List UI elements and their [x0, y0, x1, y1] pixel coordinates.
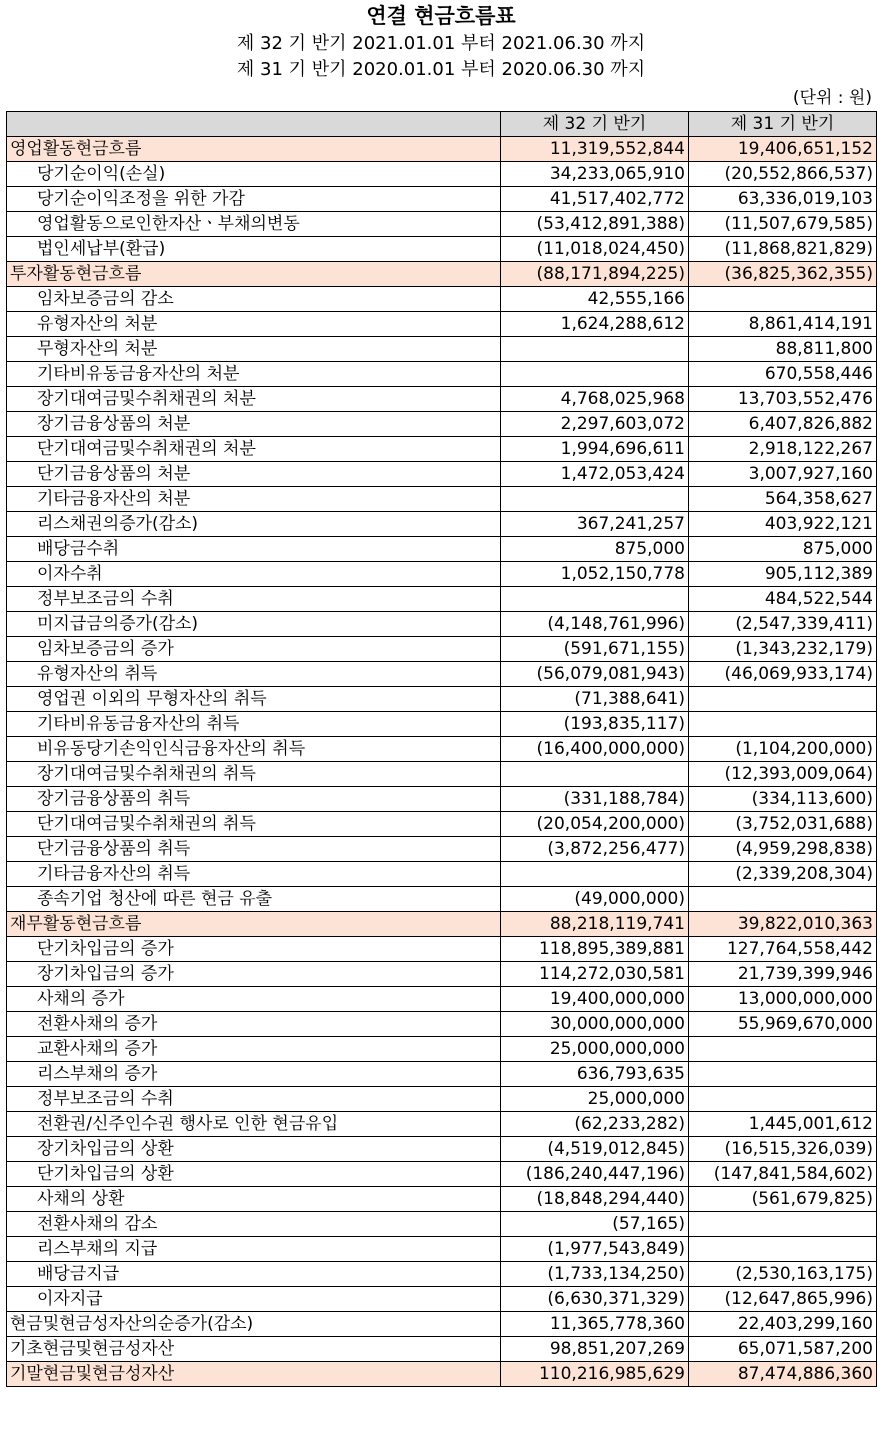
- current-period-value: (16,400,000,000): [501, 737, 689, 762]
- current-period-value: 4,768,025,968: [501, 387, 689, 412]
- row-label: 전환권/신주인수권 행사로 인한 현금유입: [7, 1112, 501, 1137]
- row-label: 장기차입금의 상환: [7, 1137, 501, 1162]
- current-period-value: (591,671,155): [501, 637, 689, 662]
- row-label: 장기대여금및수취채권의 처분: [7, 387, 501, 412]
- current-period-value: 636,793,635: [501, 1062, 689, 1087]
- table-row: [7, 562, 877, 587]
- unit-label: (단위 : 원): [792, 88, 872, 108]
- prior-period-value: [689, 887, 877, 912]
- current-period-value: (71,388,641): [501, 687, 689, 712]
- prior-period-value: 19,406,651,152: [689, 137, 877, 162]
- current-period-value: 875,000: [501, 537, 689, 562]
- table-row: [7, 162, 877, 187]
- table-row: [7, 1212, 877, 1237]
- row-label: 임차보증금의 감소: [7, 287, 501, 312]
- table-row: [7, 1262, 877, 1287]
- row-label: 리스부채의 증가: [7, 1062, 501, 1087]
- prior-period-value: (12,393,009,064): [689, 762, 877, 787]
- row-label: 단기금융상품의 처분: [7, 462, 501, 487]
- table-row: [7, 537, 877, 562]
- period-current: 제 32 기 반기 2021.01.01 부터 2021.06.30 까지: [236, 33, 646, 54]
- row-label: 재무활동현금흐름: [7, 912, 501, 937]
- row-label: 당기순이익(손실): [7, 162, 501, 187]
- table-row: [7, 287, 877, 312]
- table-row: [7, 1337, 877, 1362]
- prior-period-value: (20,552,866,537): [689, 162, 877, 187]
- table-row: [7, 612, 877, 637]
- current-period-value: (4,148,761,996): [501, 612, 689, 637]
- table-row: [7, 1012, 877, 1037]
- table-row: [7, 1087, 877, 1112]
- current-period-value: 30,000,000,000: [501, 1012, 689, 1037]
- row-label: 단기대여금및수취채권의 처분: [7, 437, 501, 462]
- current-period-value: 1,052,150,778: [501, 562, 689, 587]
- row-label: 단기대여금및수취채권의 취득: [7, 812, 501, 837]
- row-label: 유형자산의 처분: [7, 312, 501, 337]
- prior-period-value: [689, 1212, 877, 1237]
- table-row: [7, 1112, 877, 1137]
- row-label: 미지급금의증가(감소): [7, 612, 501, 637]
- table-row: [7, 837, 877, 862]
- current-period-value: 41,517,402,772: [501, 187, 689, 212]
- current-period-value: [501, 862, 689, 887]
- table-row: [7, 487, 877, 512]
- prior-period-value: (11,507,679,585): [689, 212, 877, 237]
- current-period-value: (49,000,000): [501, 887, 689, 912]
- row-label: 리스부채의 지급: [7, 1237, 501, 1262]
- current-period-value: 11,319,552,844: [501, 137, 689, 162]
- table-row: [7, 337, 877, 362]
- prior-period-value: [689, 712, 877, 737]
- row-label: 사채의 증가: [7, 987, 501, 1012]
- current-period-value: (6,630,371,329): [501, 1287, 689, 1312]
- prior-period-value: [689, 687, 877, 712]
- prior-period-value: 905,112,389: [689, 562, 877, 587]
- current-period-value: 118,895,389,881: [501, 937, 689, 962]
- current-period-value: (18,848,294,440): [501, 1187, 689, 1212]
- row-label: 기타비유동금융자산의 취득: [7, 712, 501, 737]
- row-label: 배당금지급: [7, 1262, 501, 1287]
- header-label-cell: [7, 112, 501, 137]
- row-label: 전환사채의 증가: [7, 1012, 501, 1037]
- table-row: [7, 262, 877, 287]
- row-label: 장기금융상품의 처분: [7, 412, 501, 437]
- current-period-value: 25,000,000,000: [501, 1037, 689, 1062]
- current-period-value: (57,165): [501, 1212, 689, 1237]
- prior-period-value: [689, 1062, 877, 1087]
- table-row: [7, 362, 877, 387]
- current-period-value: 367,241,257: [501, 512, 689, 537]
- row-label: 리스채권의증가(감소): [7, 512, 501, 537]
- prior-period-value: 21,739,399,946: [689, 962, 877, 987]
- table-row: [7, 1137, 877, 1162]
- row-label: 당기순이익조정을 위한 가감: [7, 187, 501, 212]
- table-row: [7, 1187, 877, 1212]
- current-period-value: (193,835,117): [501, 712, 689, 737]
- table-row: [7, 662, 877, 687]
- prior-period-value: (561,679,825): [689, 1187, 877, 1212]
- row-label: 임차보증금의 증가: [7, 637, 501, 662]
- prior-period-value: 484,522,544: [689, 587, 877, 612]
- row-label: 기초현금및현금성자산: [7, 1337, 501, 1362]
- prior-period-value: 1,445,001,612: [689, 1112, 877, 1137]
- row-label: 전환사채의 감소: [7, 1212, 501, 1237]
- table-row: [7, 212, 877, 237]
- table-row: [7, 512, 877, 537]
- table-row: [7, 587, 877, 612]
- table-row: [7, 1312, 877, 1337]
- table-row: [7, 1362, 877, 1387]
- row-label: 영업활동현금흐름: [7, 137, 501, 162]
- current-period-value: 1,624,288,612: [501, 312, 689, 337]
- prior-period-value: 6,407,826,882: [689, 412, 877, 437]
- prior-period-value: 8,861,414,191: [689, 312, 877, 337]
- prior-period-value: (147,841,584,602): [689, 1162, 877, 1187]
- row-label: 장기차입금의 증가: [7, 962, 501, 987]
- table-row: [7, 137, 877, 162]
- row-label: 종속기업 청산에 따른 현금 유출: [7, 887, 501, 912]
- prior-period-value: 670,558,446: [689, 362, 877, 387]
- prior-period-value: 55,969,670,000: [689, 1012, 877, 1037]
- table-row: [7, 1162, 877, 1187]
- prior-period-value: 2,918,122,267: [689, 437, 877, 462]
- table-row: [7, 762, 877, 787]
- prior-period-value: (4,959,298,838): [689, 837, 877, 862]
- prior-period-value: 88,811,800: [689, 337, 877, 362]
- row-label: 단기금융상품의 취득: [7, 837, 501, 862]
- table-row: [7, 462, 877, 487]
- row-label: 유형자산의 취득: [7, 662, 501, 687]
- current-period-value: (1,733,134,250): [501, 1262, 689, 1287]
- current-period-value: 1,994,696,611: [501, 437, 689, 462]
- row-label: 장기대여금및수취채권의 취득: [7, 762, 501, 787]
- prior-period-value: 87,474,886,360: [689, 1362, 877, 1387]
- prior-period-value: (3,752,031,688): [689, 812, 877, 837]
- current-period-value: [501, 487, 689, 512]
- current-period-value: (11,018,024,450): [501, 237, 689, 262]
- row-label: 영업활동으로인한자산ㆍ부채의변동: [7, 212, 501, 237]
- current-period-value: 110,216,985,629: [501, 1362, 689, 1387]
- row-label: 정부보조금의 수취: [7, 587, 501, 612]
- prior-period-value: 3,007,927,160: [689, 462, 877, 487]
- prior-period-value: [689, 287, 877, 312]
- table-row: [7, 387, 877, 412]
- table-row: [7, 712, 877, 737]
- prior-period-value: 403,922,121: [689, 512, 877, 537]
- row-label: 기타금융자산의 취득: [7, 862, 501, 887]
- prior-period-value: [689, 1087, 877, 1112]
- row-label: 이자지급: [7, 1287, 501, 1312]
- table-row: [7, 1237, 877, 1262]
- row-label: 장기금융상품의 취득: [7, 787, 501, 812]
- prior-period-value: (2,547,339,411): [689, 612, 877, 637]
- prior-period-value: (11,868,821,829): [689, 237, 877, 262]
- table-row: [7, 412, 877, 437]
- prior-period-value: (2,339,208,304): [689, 862, 877, 887]
- prior-period-value: (16,515,326,039): [689, 1137, 877, 1162]
- prior-period-value: (46,069,933,174): [689, 662, 877, 687]
- row-label: 비유동당기손익인식금융자산의 취득: [7, 737, 501, 762]
- table-row: [7, 637, 877, 662]
- table-row: [7, 1037, 877, 1062]
- prior-period-value: (12,647,865,996): [689, 1287, 877, 1312]
- row-label: 배당금수취: [7, 537, 501, 562]
- current-period-value: [501, 362, 689, 387]
- row-label: 현금및현금성자산의순증가(감소): [7, 1312, 501, 1337]
- table-row: [7, 737, 877, 762]
- prior-period-value: (334,113,600): [689, 787, 877, 812]
- table-row: [7, 862, 877, 887]
- header-prior-period: 제 31 기 반기: [689, 112, 877, 137]
- prior-period-value: (1,104,200,000): [689, 737, 877, 762]
- table-row: [7, 987, 877, 1012]
- table-row: [7, 1062, 877, 1087]
- prior-period-value: 13,000,000,000: [689, 987, 877, 1012]
- current-period-value: 88,218,119,741: [501, 912, 689, 937]
- row-label: 법인세납부(환급): [7, 237, 501, 262]
- header-row: [7, 112, 877, 137]
- table-row: [7, 912, 877, 937]
- current-period-value: 25,000,000: [501, 1087, 689, 1112]
- prior-period-value: 564,358,627: [689, 487, 877, 512]
- prior-period-value: 13,703,552,476: [689, 387, 877, 412]
- row-label: 정부보조금의 수취: [7, 1087, 501, 1112]
- current-period-value: (4,519,012,845): [501, 1137, 689, 1162]
- table-row: [7, 787, 877, 812]
- current-period-value: (56,079,081,943): [501, 662, 689, 687]
- prior-period-value: 63,336,019,103: [689, 187, 877, 212]
- current-period-value: (62,233,282): [501, 1112, 689, 1137]
- prior-period-value: 65,071,587,200: [689, 1337, 877, 1362]
- table-row: [7, 312, 877, 337]
- period-prior: 제 31 기 반기 2020.01.01 부터 2020.06.30 까지: [236, 59, 646, 80]
- current-period-value: (88,171,894,225): [501, 262, 689, 287]
- table-row: [7, 962, 877, 987]
- row-label: 기타금융자산의 처분: [7, 487, 501, 512]
- prior-period-value: 39,822,010,363: [689, 912, 877, 937]
- prior-period-value: (1,343,232,179): [689, 637, 877, 662]
- current-period-value: (1,977,543,849): [501, 1237, 689, 1262]
- current-period-value: (53,412,891,388): [501, 212, 689, 237]
- current-period-value: 98,851,207,269: [501, 1337, 689, 1362]
- current-period-value: (331,188,784): [501, 787, 689, 812]
- row-label: 영업권 이외의 무형자산의 취득: [7, 687, 501, 712]
- current-period-value: (186,240,447,196): [501, 1162, 689, 1187]
- row-label: 무형자산의 처분: [7, 337, 501, 362]
- row-label: 기말현금및현금성자산: [7, 1362, 501, 1387]
- current-period-value: 34,233,065,910: [501, 162, 689, 187]
- table-row: [7, 887, 877, 912]
- current-period-value: 1,472,053,424: [501, 462, 689, 487]
- current-period-value: [501, 587, 689, 612]
- row-label: 사채의 상환: [7, 1187, 501, 1212]
- prior-period-value: 875,000: [689, 537, 877, 562]
- row-label: 단기차입금의 증가: [7, 937, 501, 962]
- current-period-value: [501, 762, 689, 787]
- current-period-value: [501, 337, 689, 362]
- current-period-value: (3,872,256,477): [501, 837, 689, 862]
- table-row: [7, 812, 877, 837]
- row-label: 단기차입금의 상환: [7, 1162, 501, 1187]
- prior-period-value: 22,403,299,160: [689, 1312, 877, 1337]
- statement-title: 연결 현금흐름표: [366, 4, 516, 28]
- current-period-value: (20,054,200,000): [501, 812, 689, 837]
- current-period-value: 42,555,166: [501, 287, 689, 312]
- prior-period-value: [689, 1037, 877, 1062]
- table-row: [7, 437, 877, 462]
- current-period-value: 114,272,030,581: [501, 962, 689, 987]
- cash-flow-table: [6, 111, 877, 1387]
- row-label: 투자활동현금흐름: [7, 262, 501, 287]
- table-row: [7, 237, 877, 262]
- table-row: [7, 187, 877, 212]
- current-period-value: 19,400,000,000: [501, 987, 689, 1012]
- current-period-value: 11,365,778,360: [501, 1312, 689, 1337]
- current-period-value: 2,297,603,072: [501, 412, 689, 437]
- row-label: 교환사채의 증가: [7, 1037, 501, 1062]
- row-label: 기타비유동금융자산의 처분: [7, 362, 501, 387]
- table-row: [7, 1287, 877, 1312]
- prior-period-value: (36,825,362,355): [689, 262, 877, 287]
- table-row: [7, 687, 877, 712]
- prior-period-value: [689, 1237, 877, 1262]
- header-current-period: 제 32 기 반기: [501, 112, 689, 137]
- prior-period-value: 127,764,558,442: [689, 937, 877, 962]
- table-row: [7, 937, 877, 962]
- prior-period-value: (2,530,163,175): [689, 1262, 877, 1287]
- row-label: 이자수취: [7, 562, 501, 587]
